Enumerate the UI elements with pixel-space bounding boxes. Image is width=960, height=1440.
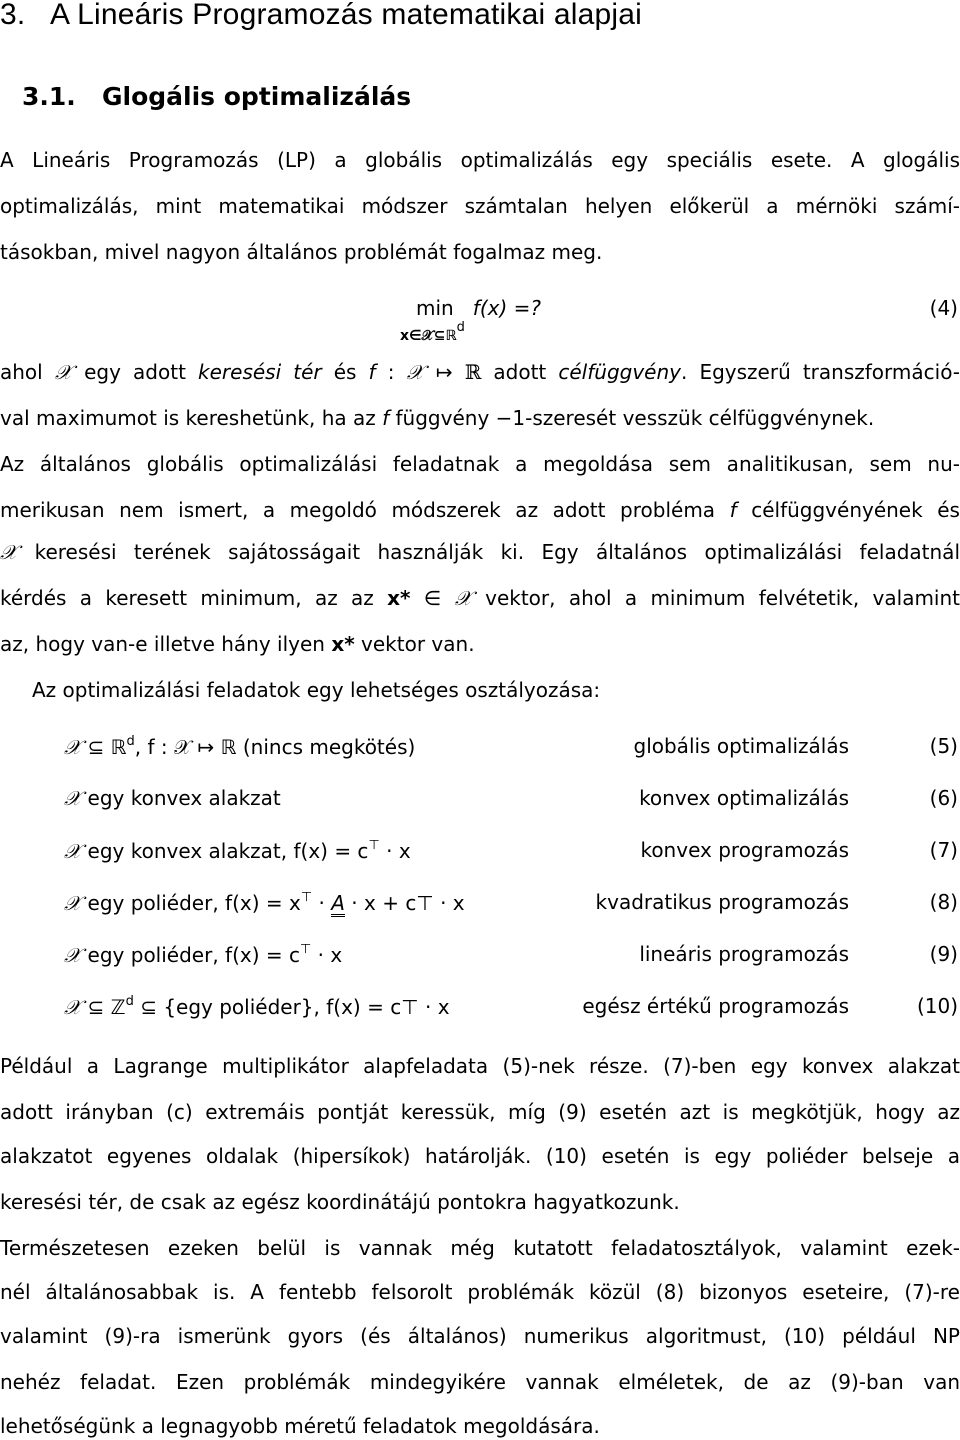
equation-tag: (5)	[929, 734, 958, 758]
class-desc: globális optimalizálás	[633, 734, 849, 758]
section-number: 3.	[0, 0, 26, 31]
equation-tag: (7)	[929, 838, 958, 862]
subsection-title: Glogális optimalizálás	[102, 82, 412, 111]
para1-line-2: val maximumot is kereshetünk, ha az f függvény −1-szeresét vesszük célfüggvénynek.	[0, 406, 875, 430]
para1-line-4: merikusan nem ismert, a megoldó módszerek az adott probléma f célfüggvényének és	[0, 498, 960, 522]
para2-line-3: alakzatot egyenes oldalak (hipersíkok) határolják. (10) esetén is egy poliéder belseje a	[0, 1144, 960, 1168]
class-desc: konvex programozás	[640, 838, 849, 862]
para1-line-6: kérdés a keresett minimum, az az x* ∈ 𝒳 vektor, ahol a minimum felvétetik, valamint	[0, 586, 960, 610]
class-row-5: 𝒳 ⊆ ℝ$^d$, f : 𝒳 ↦ ℝ (nincs megkötés) globális optimalizálás (5)	[64, 734, 958, 759]
intro-line-3: tásokban, mivel nagyon általános problémát fogalmaz meg.	[0, 240, 603, 264]
eq4-body: f(x) =?	[472, 296, 542, 320]
class-desc: egész értékű programozás	[582, 994, 849, 1018]
equation-tag: (6)	[929, 786, 958, 810]
classify-intro: Az optimalizálási feladatok egy lehetséges osztályozása:	[32, 678, 601, 702]
para3-line-3: valamint (9)-ra ismerünk gyors (és általános) numerikus algoritmust, (10) például NP	[0, 1324, 960, 1348]
eq4-tag: (4)	[929, 296, 958, 320]
para3-line-2: nél általánosabbak is. A fentebb felsorolt problémák közül (8) bizonyos eseteire, (7)-re	[0, 1280, 960, 1304]
para2-line-1: Például a Lagrange multiplikátor alapfeladata (5)-nek része. (7)-ben egy konvex alakzat	[0, 1054, 960, 1078]
para3-line-5: lehetőségünk a legnagyobb méretű feladatok megoldására.	[0, 1414, 600, 1438]
class-row-10: 𝒳 ⊆ ℤ$^d$ ⊆ {egy poliéder}, f(x) = c⊤ · x egész értékű programozás (10)	[64, 994, 958, 1019]
equation-tag: (10)	[916, 994, 958, 1018]
para3-line-4: nehéz feladat. Ezen problémák mindegyikére vannak elméletek, de az (9)-ban van	[0, 1370, 960, 1394]
equation-tag: (8)	[929, 890, 958, 914]
class-row-6: 𝒳 egy konvex alakzat konvex optimalizálás (6)	[64, 786, 958, 810]
class-desc: kvadratikus programozás	[595, 890, 849, 914]
subsection-heading	[22, 82, 411, 111]
class-row-8: 𝒳 egy poliéder, f(x) = x⊤ · A · x + c⊤ · x kvadratikus programozás (8)	[64, 890, 958, 915]
class-row-9: 𝒳 egy poliéder, f(x) = c⊤ · x lineáris programozás (9)	[64, 942, 958, 967]
class-desc: konvex optimalizálás	[639, 786, 849, 810]
para1-line-3: Az általános globális optimalizálási feladatnak a megoldása sem analitikusan, sem nu-	[0, 452, 960, 476]
para1-line-5: 𝒳 keresési terének sajátosságait használják ki. Egy általános optimalizálási feladatnál	[0, 540, 960, 564]
eq4-subscript: x∈𝒳⊆ℝ	[400, 328, 457, 344]
para1-line-7: az, hogy van-e illetve hány ilyen x* vektor van.	[0, 632, 475, 656]
intro-line-1: A Lineáris Programozás (LP) a globális optimalizálás egy speciális esete. A glogális	[0, 148, 960, 172]
intro-line-2: optimalizálás, mint matematikai módszer számtalan helyen előkerül a mérnöki számí-	[0, 194, 960, 218]
class-desc: lineáris programozás	[639, 942, 849, 966]
equation-4	[0, 296, 960, 346]
para2-line-2: adott irányban (c) extremáis pontját keressük, míg (9) esetén azt is megkötjük, hogy az	[0, 1100, 960, 1124]
section-title: A Lineáris Programozás matematikai alapjai	[50, 0, 643, 31]
section-heading	[0, 0, 642, 32]
para3-line-1: Természetesen ezeken belül is vannak még kutatott feladatosztályok, valamint ezek-	[0, 1236, 960, 1260]
eq4-operator: min	[416, 296, 454, 320]
equation-tag: (9)	[929, 942, 958, 966]
subsection-number: 3.1.	[22, 82, 76, 111]
eq4-subscript-sup: d	[456, 320, 465, 335]
class-row-7: 𝒳 egy konvex alakzat, f(x) = c⊤ · x konvex programozás (7)	[64, 838, 958, 863]
para1-line-1: ahol 𝒳 egy adott keresési tér és f : 𝒳 ↦ ℝ adott célfüggvény. Egyszerű transzformáció-	[0, 360, 960, 384]
para2-line-4: keresési tér, de csak az egész koordinátájú pontokra hagyatkozunk.	[0, 1190, 680, 1214]
